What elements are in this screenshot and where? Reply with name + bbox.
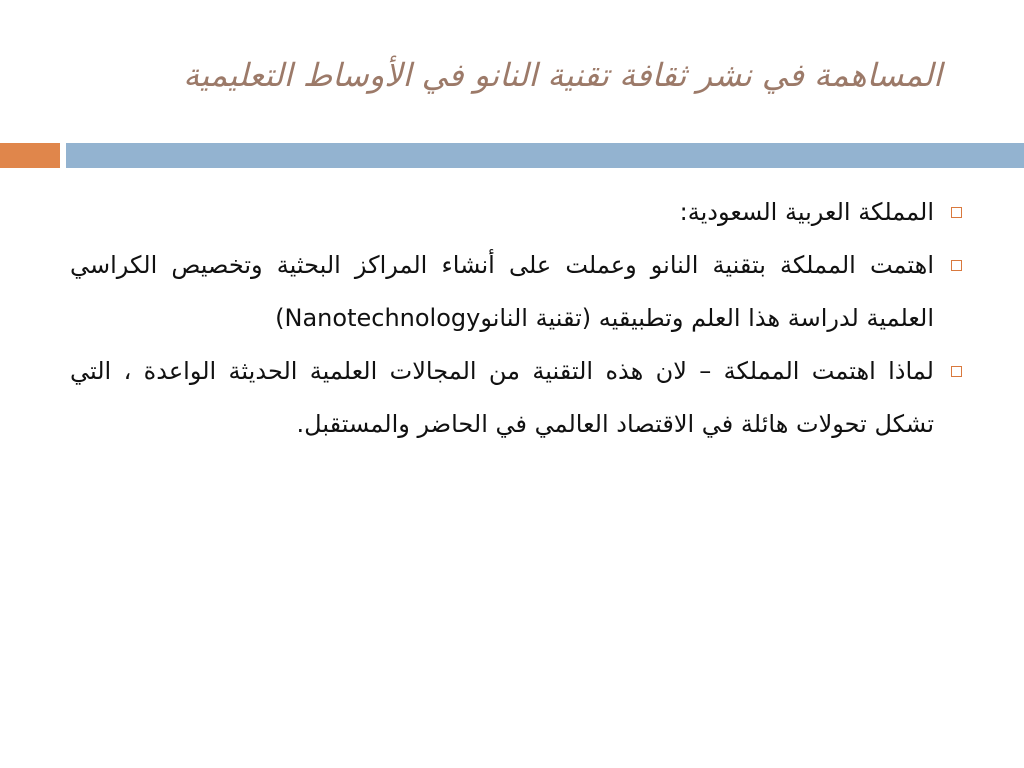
hollow-square-bullet-icon — [951, 366, 962, 377]
bullet-item-nano-centers — [70, 239, 970, 345]
bullet-item-why — [70, 345, 970, 451]
bullet-text: المملكة العربية السعودية: — [679, 198, 934, 226]
slide-title: المساهمة في نشر ثقافة تقنية النانو في الأوساط التعليمية — [183, 56, 942, 94]
accent-bar-blue — [66, 143, 1024, 168]
accent-bar-orange — [0, 143, 60, 168]
bullet-list — [70, 186, 970, 451]
hollow-square-bullet-icon — [951, 207, 962, 218]
bullet-text: اهتمت المملكة بتقنية النانو وعملت على أنشاء المراكز البحثية وتخصيص الكراسي العلمية لدراسة هذا العلم وتطبيقيه (تقنية النانوNanotechnology) — [70, 251, 934, 332]
bullet-text: لماذا اهتمت المملكة – لان هذه التقنية من المجالات العلمية الحديثة الواعدة ، التي تشكل تحولات هائلة في الاقتصاد العالمي في الحاضر والمستقبل. — [70, 357, 934, 438]
bullet-item-saudi-arabia — [70, 186, 970, 239]
hollow-square-bullet-icon — [951, 260, 962, 271]
